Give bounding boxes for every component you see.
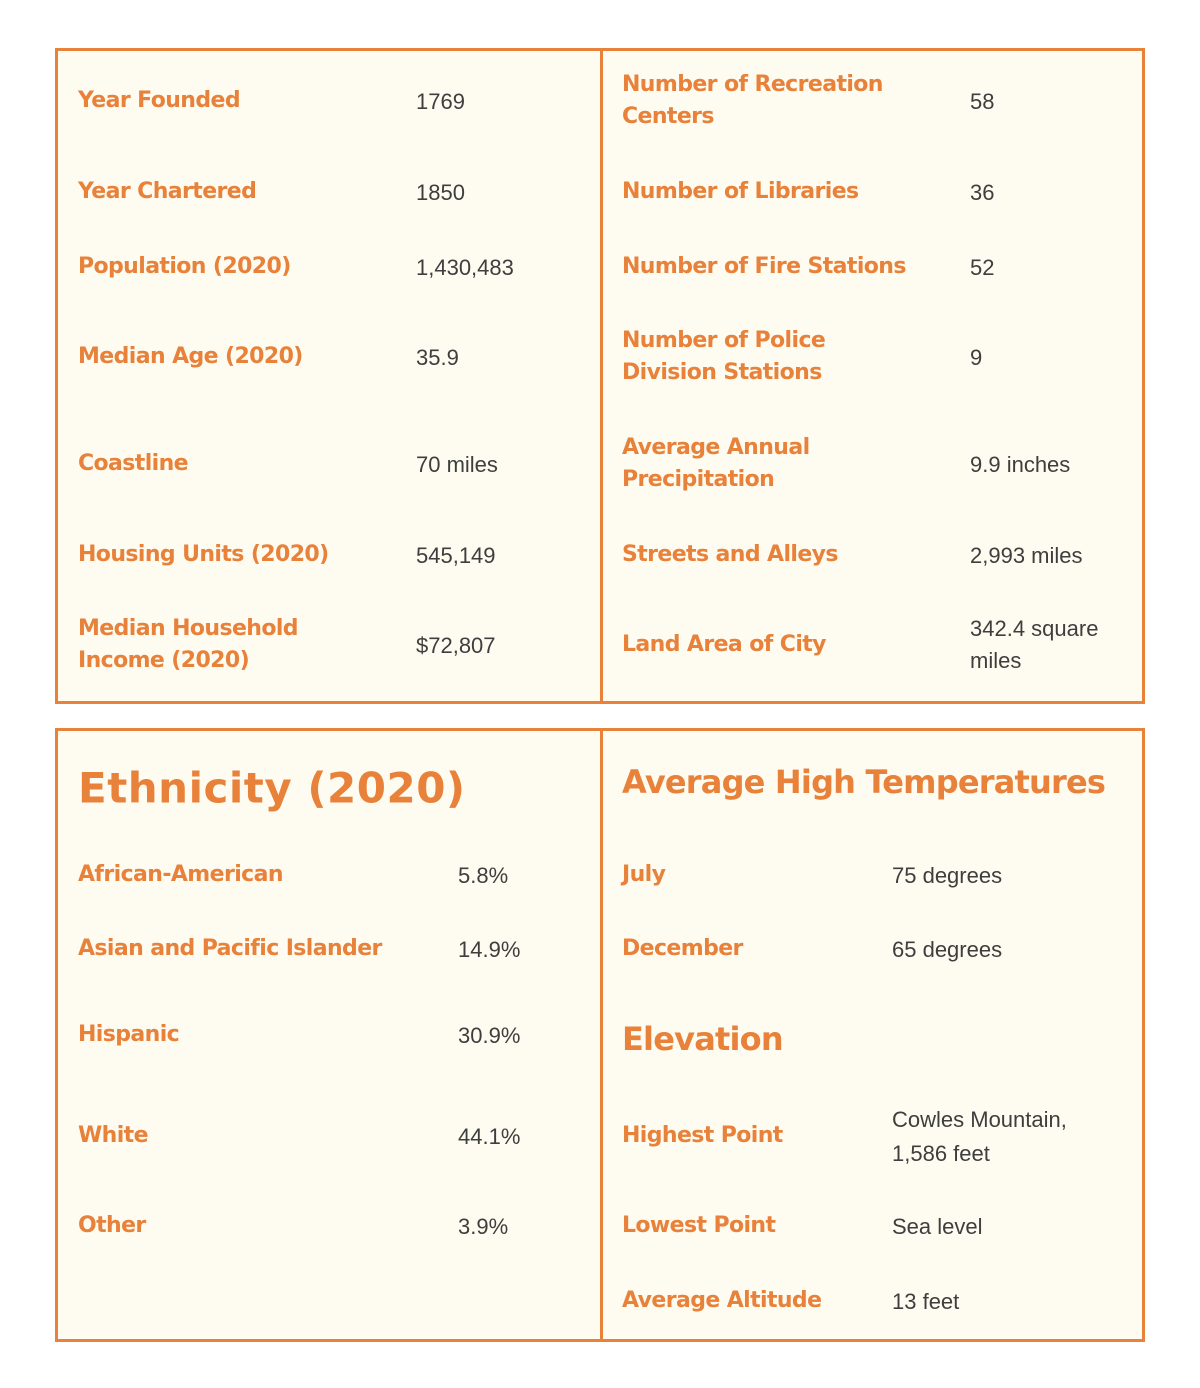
land-area-value-line1: 342.4 square (970, 616, 1099, 641)
land-area-value-line2: miles (970, 648, 1022, 673)
demographics-climate-panel (55, 728, 1145, 1342)
year-chartered-label: Year Chartered (78, 179, 257, 204)
ethnicity-value-asian-pacific: 14.9% (458, 937, 521, 962)
year-founded-label: Year Founded (78, 88, 240, 113)
population-value: 1,430,483 (416, 255, 514, 280)
temperature-value-december: 65 degrees (892, 937, 1003, 962)
precipitation-value: 9.9 inches (970, 452, 1071, 477)
year-chartered-value: 1850 (416, 180, 465, 205)
column-divider (600, 51, 603, 701)
ethnicity-label-asian-pacific: Asian and Pacific Islander (78, 936, 382, 961)
ethnicity-value-white: 44.1% (458, 1124, 521, 1149)
elevation-label-average: Average Altitude (622, 1288, 822, 1313)
median-age-value: 35.9 (416, 345, 459, 370)
libraries-label: Number of Libraries (622, 179, 859, 204)
median-income-label-line1: Median Household (78, 616, 298, 641)
population-label: Population (2020) (78, 254, 291, 279)
median-income-value: $72,807 (416, 633, 496, 658)
temperature-label-july: July (622, 862, 666, 887)
median-income-label-line2: Income (2020) (78, 648, 250, 673)
streets-alleys-label: Streets and Alleys (622, 542, 838, 567)
temperatures-title: Average High Temperatures (622, 763, 1106, 801)
fire-stations-value: 52 (970, 255, 995, 280)
elevation-label-highest: Highest Point (622, 1123, 783, 1148)
ethnicity-title: Ethnicity (2020) (78, 763, 466, 813)
recreation-centers-label-line1: Number of Recreation (622, 72, 883, 97)
ethnicity-label-hispanic: Hispanic (78, 1022, 180, 1047)
coastline-value: 70 miles (416, 452, 498, 477)
police-stations-label-line2: Division Stations (622, 360, 822, 385)
elevation-value-highest-line1: Cowles Mountain, (892, 1107, 1067, 1132)
precipitation-label-line2: Precipitation (622, 467, 775, 492)
temperature-label-december: December (622, 936, 743, 961)
ethnicity-value-african-american: 5.8% (458, 863, 509, 888)
housing-units-value: 545,149 (416, 543, 496, 568)
police-stations-value: 9 (970, 345, 983, 370)
ethnicity-label-other: Other (78, 1213, 146, 1238)
police-stations-label-line1: Number of Police (622, 328, 826, 353)
recreation-centers-label-line2: Centers (622, 104, 714, 129)
recreation-centers-value: 58 (970, 89, 995, 114)
city-facts-panel (55, 48, 1145, 704)
temperature-value-july: 75 degrees (892, 863, 1003, 888)
coastline-label: Coastline (78, 451, 188, 476)
column-divider (600, 731, 603, 1339)
fire-stations-label: Number of Fire Stations (622, 254, 906, 279)
streets-alleys-value: 2,993 miles (970, 543, 1083, 568)
elevation-value-average: 13 feet (892, 1289, 960, 1314)
precipitation-label-line1: Average Annual (622, 435, 810, 460)
ethnicity-value-other: 3.9% (458, 1214, 509, 1239)
elevation-label-lowest: Lowest Point (622, 1213, 776, 1238)
land-area-label: Land Area of City (622, 632, 826, 657)
elevation-title: Elevation (622, 1020, 783, 1058)
libraries-value: 36 (970, 180, 995, 205)
elevation-value-highest-line2: 1,586 feet (892, 1141, 990, 1166)
median-age-label: Median Age (2020) (78, 344, 303, 369)
ethnicity-label-african-american: African-American (78, 862, 283, 887)
housing-units-label: Housing Units (2020) (78, 542, 329, 567)
ethnicity-value-hispanic: 30.9% (458, 1023, 521, 1048)
ethnicity-label-white: White (78, 1123, 148, 1148)
elevation-value-lowest: Sea level (892, 1214, 983, 1239)
year-founded-value: 1769 (416, 89, 465, 114)
